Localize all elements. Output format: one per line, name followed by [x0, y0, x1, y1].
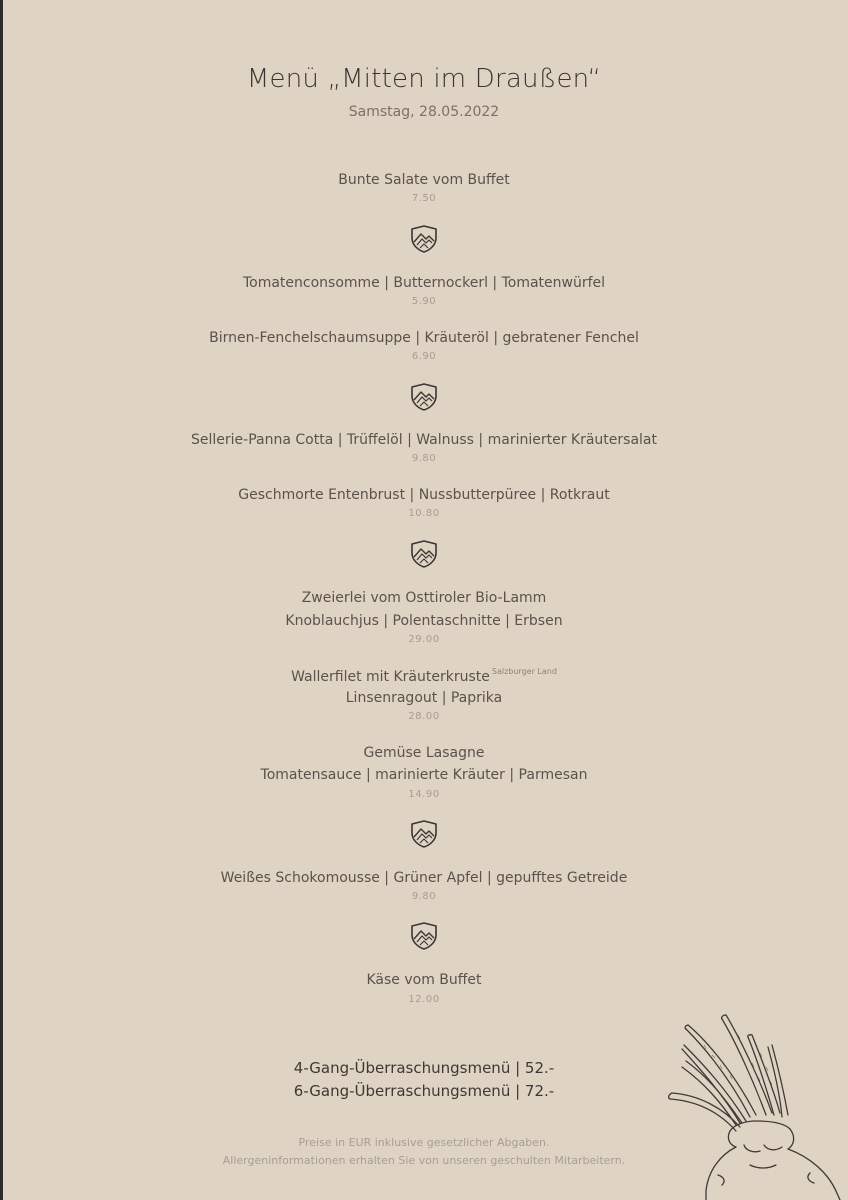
dish-price: 9.80 — [411, 453, 437, 464]
dish-name: Tomatenconsomme | Butternockerl | Tomatenwürfel — [242, 275, 606, 291]
dish-price: 10.80 — [408, 508, 440, 519]
dish-name: Wallerfilet mit Kräuterkruste — [291, 669, 490, 685]
dish-name-row — [0, 667, 848, 685]
mountain-crest-icon — [409, 921, 439, 951]
dish-detail: Knoblauchjus | Polentaschnitte | Erbsen — [285, 613, 563, 629]
dish-name: Bunte Salate vom Buffet — [338, 172, 510, 188]
offer-6-course: 6-Gang-Überraschungsmenü | 72.- — [293, 1082, 555, 1100]
beetroot-illustration — [660, 1005, 848, 1200]
dish-price: 9.80 — [411, 891, 437, 902]
dish-detail: Tomatensauce | marinierte Kräuter | Parmesan — [260, 767, 588, 783]
mountain-crest-icon — [409, 224, 439, 254]
menu-title: Menü „Mitten im Draußen“ — [246, 64, 602, 94]
dish-price: 5.90 — [411, 296, 437, 307]
dish-name: Birnen-Fenchelschaumsuppe | Kräuteröl | gebratener Fenchel — [209, 330, 639, 346]
dish-price: 6.90 — [411, 351, 437, 362]
offer-4-course: 4-Gang-Überraschungsmenü | 52.- — [293, 1059, 555, 1077]
dish-price: 29.00 — [408, 634, 440, 645]
dish-price: 28.00 — [408, 711, 440, 722]
dish-price: 12.00 — [408, 994, 440, 1005]
footer-allergen-note: Allergeninformationen erhalten Sie von unseren geschulten Mitarbeitern. — [222, 1154, 626, 1167]
dish-name: Geschmorte Entenbrust | Nussbutterpüree | Rotkraut — [238, 487, 610, 503]
footer-prices-note: Preise in EUR inklusive gesetzlicher Abgaben. — [298, 1136, 550, 1149]
dish-price: 14.90 — [408, 789, 440, 800]
dish-name: Gemüse Lasagne — [363, 745, 485, 761]
dish-price: 7.50 — [411, 193, 437, 204]
mountain-crest-icon — [409, 382, 439, 412]
mountain-crest-icon — [409, 539, 439, 569]
menu-date: Samstag, 28.05.2022 — [348, 104, 500, 120]
dish-name: Zweierlei vom Osttiroler Bio-Lamm — [301, 590, 547, 606]
dish-name: Weißes Schokomousse | Grüner Apfel | gepufftes Getreide — [220, 870, 628, 886]
dish-detail: Linsenragout | Paprika — [345, 690, 503, 706]
dish-origin: Salzburger Land — [491, 667, 557, 676]
dish-name: Sellerie-Panna Cotta | Trüffelöl | Walnuss | marinierter Kräutersalat — [191, 432, 657, 448]
dish-name: Käse vom Buffet — [366, 972, 482, 988]
mountain-crest-icon — [409, 819, 439, 849]
